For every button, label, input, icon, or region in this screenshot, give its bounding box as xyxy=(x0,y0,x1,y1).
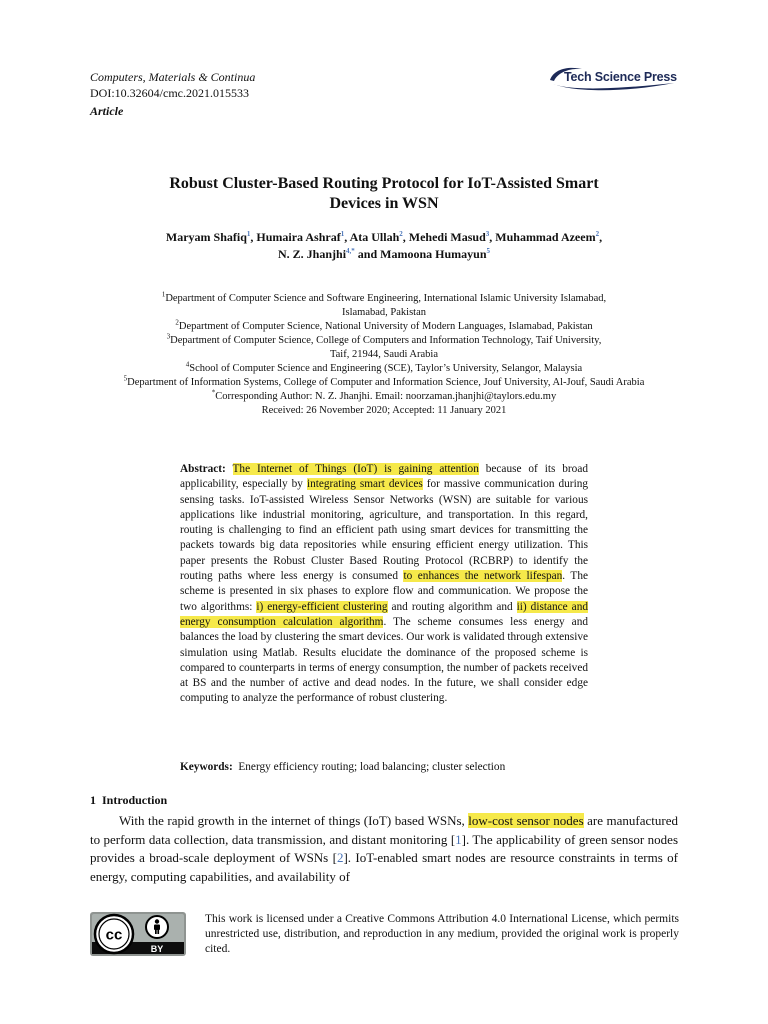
license-text: This work is licensed under a Creative Commons Attribution 4.0 International License, which permits unrestricted use, distribution, and reproduction in any medium, provided the original work is properly cited. xyxy=(205,913,679,955)
author-name: Muhammad Azeem xyxy=(495,230,596,244)
keywords xyxy=(180,760,588,775)
citation-link[interactable]: 2 xyxy=(336,850,344,865)
affiliations xyxy=(60,292,708,418)
keywords-label: Keywords: xyxy=(180,761,233,773)
keywords-text: Energy efficiency routing; load balancing; cluster selection xyxy=(238,761,506,773)
affiliation: $^2$Department of Computer Science, National University of Modern Languages, Islamabad, Pakistan xyxy=(175,318,593,332)
paper-title xyxy=(100,174,668,214)
author-name: N. Z. Jhanjhi xyxy=(278,247,347,261)
introduction-body xyxy=(90,812,678,886)
journal-name: Computers, Materials & Continua xyxy=(90,70,256,84)
author-name: Mehedi Masud xyxy=(408,230,486,244)
abstract-text-highlighted: to enhances the network lifespan xyxy=(403,570,563,583)
publisher-logo xyxy=(548,64,684,92)
author-list: Maryam Shafiq$^1$, Humaira Ashraf$^1$, Ata Ullah$^2$, Mehedi Masud$^3$, Muhammad Azeem$^2$, N. Z. Jhanjhi$^{4,*}$ and Mamoona Humayun$^5$ xyxy=(165,230,603,261)
cc-by-label: BY xyxy=(150,944,164,954)
author-name: Ata Ullah xyxy=(349,230,400,244)
intro-text: ]. IoT-enabled smart nodes are resource constraints in terms of energy, computing capabilities, and availability of xyxy=(90,850,678,884)
abstract-text-highlighted: The Internet of Things (IoT) is gaining attention xyxy=(232,463,479,475)
abstract-text-highlighted: i) energy-efficient clustering xyxy=(256,600,388,613)
author-name: Maryam Shafiq xyxy=(165,230,247,244)
abstract-text: for massive communication during sensing tasks. IoT-assisted Wireless Sensor Networks (WSN) are suitable for various applications like industrial monitoring, agriculture, and transportation. In this regard, routing is challenging to find an efficient path using smart devices for transmitting the packets towards big data repositories while ensuring efficient energy utilization. This paper presents the Robust Cluster Based Routing Protocol (RCBRP) to identify the routing paths where less energy is consumed xyxy=(180,478,589,583)
authors-and: and xyxy=(357,247,378,261)
cc-icon xyxy=(95,915,133,953)
abstract-label: Abstract: xyxy=(180,463,226,475)
affiliation: $^3$Department of Computer Science, College of Computers and Information Technology, Taif University, xyxy=(166,332,602,346)
intro-text-highlighted: low-cost sensor nodes xyxy=(468,813,584,828)
affiliation: $^5$Department of Information Systems, College of Computer and Information Science, Jouf University, Al-Jouf, Saudi Arabia xyxy=(123,374,645,388)
title-line-1: Robust Cluster-Based Routing Protocol for IoT-Assisted Smart xyxy=(169,175,599,192)
affiliation-cont: Islamabad, Pakistan xyxy=(342,307,426,318)
author-name: Mamoona Humayun xyxy=(380,247,487,261)
author-name: Humaira Ashraf xyxy=(256,230,341,244)
affiliation-cont: Taif, 21944, Saudi Arabia xyxy=(329,349,439,360)
abstract-text: . The scheme is presented in six phases to explore flow and communication. We propose the two algorithms: xyxy=(180,570,588,613)
abstract-text-highlighted: integrating smart devices xyxy=(306,478,423,491)
author-affiliation-sup[interactable]: 2 xyxy=(399,230,403,238)
citation-link[interactable]: 1 xyxy=(455,831,462,847)
cc-by-license-badge[interactable] xyxy=(90,912,186,956)
intro-text: are manufactured to perform data collection, data transmission, and distant monitoring [ xyxy=(90,813,678,847)
abstract xyxy=(180,462,588,707)
abstract-text: and routing algorithm and xyxy=(387,600,517,613)
title-line-2: Devices in WSN xyxy=(329,195,439,212)
affiliation: $^4$School of Computer Science and Engineering (SCE), Taylor’s University, Selangor, Malaysia xyxy=(185,360,583,374)
author-affiliation-sup[interactable]: 2 xyxy=(595,230,600,238)
intro-text: With the rapid growth in the internet of things (IoT) based WSNs, xyxy=(119,813,469,828)
corresponding-author: *Corresponding Author: N. Z. Jhanjhi. Email: noorzaman.jhanjhi@taylors.edu.my xyxy=(211,388,557,402)
publisher-name: Tech Science Press xyxy=(564,70,677,84)
attribution-icon xyxy=(146,916,168,938)
author-affiliation-sup[interactable]: 3 xyxy=(485,230,490,238)
affiliation: $^1$Department of Computer Science and Software Engineering, International Islamic University Islamabad, xyxy=(161,290,607,304)
article-type: Article xyxy=(90,104,124,118)
section-heading: 1 Introduction xyxy=(90,793,168,807)
dates: Received: 26 November 2020; Accepted: 11 January 2021 xyxy=(261,405,507,416)
svg-text:cc: cc xyxy=(105,926,123,944)
abstract-text: because of its broad applicability, especially by xyxy=(180,463,588,491)
author-affiliation-sup[interactable]: 1 xyxy=(246,230,251,238)
intro-text: ]. The applicability of green sensor nodes provides a broad-scale deployment of WSNs [ xyxy=(90,831,678,865)
author-affiliation-sup[interactable]: 4,* xyxy=(346,247,355,255)
doi: DOI:10.32604/cmc.2021.015533 xyxy=(90,86,249,100)
author-affiliation-sup[interactable]: 1 xyxy=(340,230,345,238)
abstract-text-highlighted: ii) distance and energy consumption calculation algorithm xyxy=(180,600,588,628)
abstract-text: . The scheme consumes less energy and balances the load by clustering the smart devices. Our work is validated through extensive simulation using Matlab. Results elucidate the dominance of the proposed scheme is compared to counterparts in terms of energy consumption, the number of packets received at BS and the number of active and dead nodes. In the future, we shall consider edge computing to analyze the performance of robust clustering. xyxy=(180,615,588,705)
author-affiliation-sup[interactable]: 5 xyxy=(486,247,490,255)
